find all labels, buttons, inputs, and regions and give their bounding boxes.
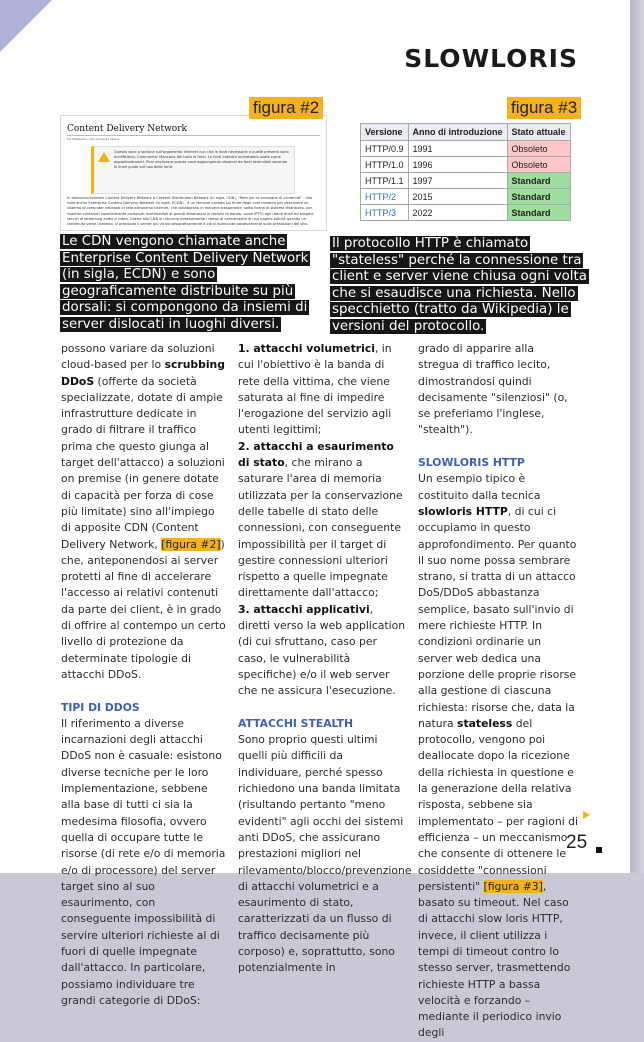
text-run: ) che, anteponendosi ai server protetti al fine di accelerare l'accesso ai relativi contenuti da parte dei client, è in grado di offrire al contempo un certo livello di protezione da determinate tipologie di attacchi DDoS. <box>61 537 226 681</box>
article-column-1 <box>61 341 227 1009</box>
table-row <box>361 141 571 157</box>
wiki-notice-box <box>91 146 295 194</box>
status-cell: Obsoleto <box>507 157 570 173</box>
paragraph: grado di apparire alla stregua di traffico lecito, dimostrandosi quindi decisamente "silenziosi" (o, se preferiamo l'inglese, "stealth"). <box>418 342 568 437</box>
status-cell: Obsoleto <box>507 141 570 157</box>
bold-term: stateless <box>457 716 513 730</box>
section-heading: ATTACCHI STEALTH <box>238 716 354 730</box>
table-row <box>361 205 571 221</box>
page-number-dot <box>596 847 602 853</box>
version-cell: HTTP/1.1 <box>361 173 409 189</box>
figure-reference: [figura #3] <box>483 879 543 893</box>
figure-3-caption <box>330 236 592 336</box>
status-cell: Standard <box>507 205 570 221</box>
bold-term: 2. attacchi a esaurimento di stato <box>238 439 394 470</box>
header-version: Versione <box>361 124 409 141</box>
bold-term: scrubbing DDoS <box>61 358 225 388</box>
paragraph: Il riferimento a diverse incarnazioni degli attacchi DDoS non è casuale: esistono diverse tecniche per le loro implementazione, sebbene alla base di tutti ci sia la medesima filosofia, ovvero quella di occupare tutte le risorse (di rete e/o di memoria e/o di processore) del server target sino al suo esaurimento, con conseguente impossibilità di servire ulteriori richieste al di fuori di quelle impegnate dall'attacco. In particolare, possiamo individuare tre grandi categorie di DDoS: <box>61 716 226 1007</box>
list-item <box>238 602 408 700</box>
bold-term: 3. attacchi applicativi <box>238 602 370 616</box>
figure-2-wikipedia-screenshot <box>60 115 327 231</box>
figure-reference: [figura #2] <box>161 537 221 551</box>
header-year: Anno di introduzione <box>408 124 507 141</box>
page-edge <box>630 0 644 873</box>
caption-text: Il protocollo HTTP è chiamato "stateless" perché la connessione tra client e server viene chiusa ogni volta che si esaudisce una richiesta. Nello specchietto (tratto da Wikipedia) le versioni del protocollo. <box>332 236 587 334</box>
section-title: SLOWLORIS <box>404 44 578 73</box>
http-versions-table <box>360 123 571 221</box>
wiki-notice-text: Questa voce o sezione sull'argomento Internet non cita le fonti necessarie o quelle presenti sono insufficienti. Commento: Mancano del tutto le fonti. Le fonti indicate andrebbero usate come approfondimenti. Puoi migliorare questa voce aggiungendo citazioni da fonti attendibili secondo le linee guida sull'uso delle fonti. <box>114 150 289 169</box>
warning-icon <box>98 152 110 162</box>
corner-accent <box>0 0 52 52</box>
version-cell: HTTP/1.0 <box>361 157 409 173</box>
paragraph <box>418 471 578 1041</box>
text-run: , basato su timeout. Nel caso di attacchi slow loris HTTP, invece, il client utilizza i tempi di timeout contro lo stesso server, trasmettendo richieste HTTP a bassa velocità e forzando – mediante il periodico invio degli <box>418 879 571 1040</box>
text-run: possono variare da soluzioni cloud-based per lo <box>61 342 215 372</box>
list-item <box>238 439 408 602</box>
wiki-subtitle: Da Wikipedia, l'enciclopedia libera. <box>67 137 120 141</box>
text-run: (offerte da società specializzate, dotate di ampie infrastrutture dedicate in grado di filtrare il traffico prima che questo giunga al target dell'attacco) a soluzioni on premise (in genere dotate di capacità per forza di cose più limitate) sino all'impiego di apposite CDN (Content Delivery Network, <box>61 374 225 551</box>
version-link-cell[interactable]: HTTP/3 <box>361 205 409 221</box>
list-item <box>238 341 408 439</box>
year-cell: 1997 <box>408 173 507 189</box>
bold-term: 1. attacchi volumetrici <box>238 342 375 355</box>
table-row <box>361 157 571 173</box>
paragraph: Sono proprio questi ultimi quelli più difficili da individuare, perché spesso richiedono una banda limitata (risultando pertanto "meno evidenti" agli occhi dei sistemi anti DDoS, che assicurano prestazioni migliori nel rilevamento/blocco/prevenzione di attacchi volumetrici e a esaurimento di stato, caratterizzati da un flusso di traffico decisamente più corposo) e, soprattutto, sono potenzialmente in <box>238 733 412 975</box>
figure-2-caption <box>60 234 328 334</box>
year-cell: 2022 <box>408 205 507 221</box>
wiki-body-text: In telecomunicazioni Content Delivery Network o Content Distribution Network (in sigla, CDN), "Rete per la consegna di contenuti" - cita nota anche Enterprise Content Delivery Network (in sigla, ECDN) - è un termine coniato sul finire degli anni novanta per descrivere un sistema di computer collegati in rete attraverso Internet, che collaborano in maniera trasparente, sotto forma di sistema distribuito, per ripartire contenuti (specialmente contenuti multimediali di grandi dimensioni in termini di banda, come IPTV) agli utenti finali ed erogare servizi di streaming audio e video. Grazie alla CDN si riducono notevolmente i tempi di caricamento di una pagina poiché quando un contenuto viene richiesto, si prendono il server più vicino geograficamente e ciò si ripercuote positivamente sulle prestazioni del sito. <box>67 196 314 227</box>
text-run: , in cui l'obiettivo è la banda di rete della vittima, che viene saturata al fine di impedire l'erogazione del servizio agli utenti legittimi; <box>238 342 392 437</box>
year-cell: 2015 <box>408 189 507 205</box>
wiki-title: Content Delivery Network <box>67 124 187 134</box>
text-run: Un esempio tipico è costituito dalla tecnica <box>418 472 541 502</box>
section-heading: TIPI DI DDOS <box>61 700 140 714</box>
figure-3-http-table <box>332 115 588 229</box>
page-number: 25 <box>566 832 588 853</box>
header-status: Stato attuale <box>507 124 570 141</box>
section-heading: SLOWLORIS HTTP <box>418 456 525 470</box>
wiki-title-rule <box>67 135 320 136</box>
bold-term: slowloris HTTP <box>418 504 508 518</box>
text-run: , che mirano a saturare l'area di memoria utilizzata per la conservazione delle tabelle di stato delle connessioni, con conseguente impossibilità per il target di gestire connessioni ulteriori rispetto a quelle impegnate direttamente dall'attacco; <box>238 456 403 600</box>
text-run: del protocollo, vengono poi deallocate dopo la ricezione della richiesta in questione e la generazione della relativa risposta, sebbene sia implementato – per ragioni di efficienza – un meccanismo che consente di ottenere le cosiddette "connessioni persistenti" <box>418 716 578 893</box>
figure-3-tag: figura #3 <box>507 97 581 119</box>
year-cell: 1996 <box>408 157 507 173</box>
text-run: , diretti verso la web application (di cui sfruttano, caso per caso, le vulnerabilità specifiche) e/o il web server che ne assicura l'esecuzione. <box>238 602 406 698</box>
version-link-cell[interactable]: HTTP/2 <box>361 189 409 205</box>
text-run: , di cui ci occupiamo in questo approfondimento. Per quanto il suo nome possa sembrare strano, si tratta di un attacco DoS/DDoS abbastanza semplice, basato sull'invio di mere richieste HTTP. In condizioni ordinarie un server web dedica una porzione delle proprie risorse alla gestione di ciascuna richiesta: risorse che, data la natura <box>418 504 577 730</box>
version-cell: HTTP/0.9 <box>361 141 409 157</box>
table-row <box>361 189 571 205</box>
status-cell: Standard <box>507 189 570 205</box>
figure-2-tag: figura #2 <box>249 97 323 119</box>
status-cell: Standard <box>507 173 570 189</box>
article-column-3 <box>418 341 578 1042</box>
caption-text: Le CDN vengono chiamate anche Enterprise Content Delivery Network (in sigla, ECDN) e sono geograficamente distribuite su più dorsali: si compongono da insiemi di server dislocati in luoghi diversi. <box>62 234 309 332</box>
year-cell: 1991 <box>408 141 507 157</box>
table-row <box>361 173 571 189</box>
article-column-2 <box>238 341 412 977</box>
paragraph <box>61 341 227 683</box>
table-header-row <box>361 124 571 141</box>
continue-arrow-icon <box>583 811 590 819</box>
